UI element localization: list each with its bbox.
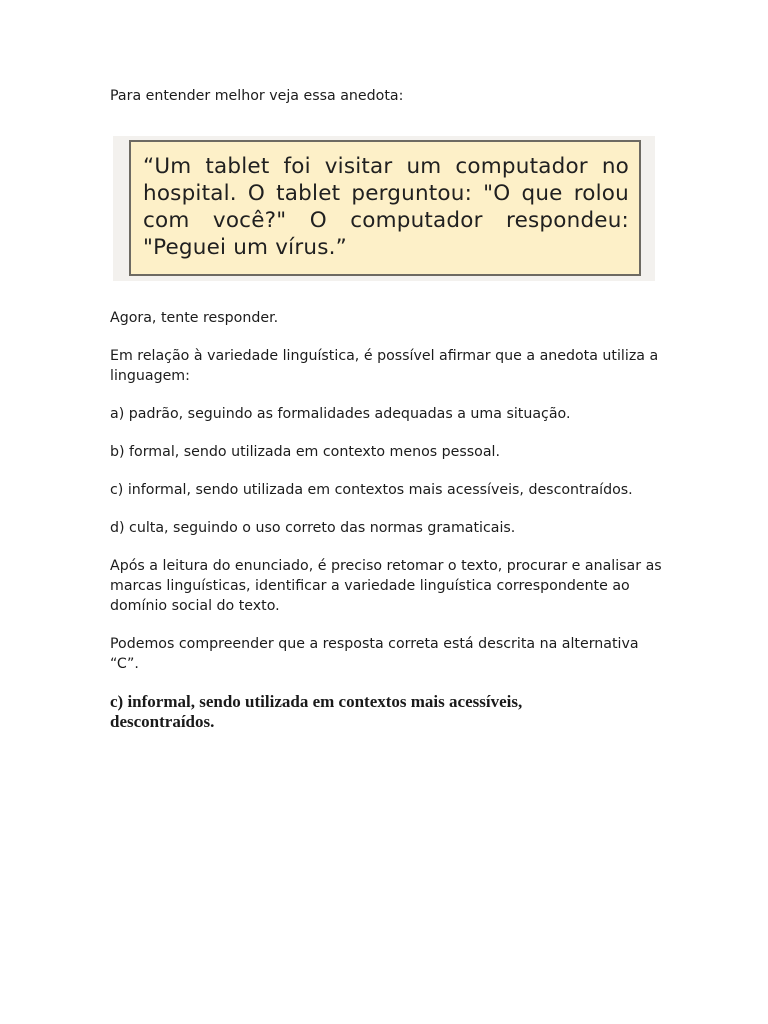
- joke-text: “Um tablet foi visitar um computador no hospital. O tablet perguntou: "O que rolou com você?" O computador respondeu: "Peguei um vírus.”: [143, 154, 629, 260]
- joke-image: [129, 140, 641, 276]
- explanation-text: Após a leitura do enunciado, é preciso retomar o texto, procurar e analisar as marcas linguísticas, identificar a variedade linguística correspondente ao domínio social do texto.: [110, 558, 662, 614]
- option-d: d) culta, seguindo o uso correto das normas gramaticais.: [110, 520, 516, 536]
- answer-prompt: Agora, tente responder.: [110, 310, 279, 326]
- final-answer: c) informal, sendo utilizada em contextos mais acessíveis, descontraídos.: [110, 692, 523, 731]
- option-c: c) informal, sendo utilizada em contextos mais acessíveis, descontraídos.: [110, 482, 633, 498]
- question-text: Em relação à variedade linguística, é possível afirmar que a anedota utiliza a linguagem:: [110, 348, 659, 384]
- option-b: b) formal, sendo utilizada em contexto menos pessoal.: [110, 444, 501, 460]
- option-a: a) padrão, seguindo as formalidades adequadas a uma situação.: [110, 406, 571, 422]
- intro-text: Para entender melhor veja essa anedota:: [110, 88, 404, 104]
- conclusion-text: Podemos compreender que a resposta correta está descrita na alternativa “C”.: [110, 636, 639, 672]
